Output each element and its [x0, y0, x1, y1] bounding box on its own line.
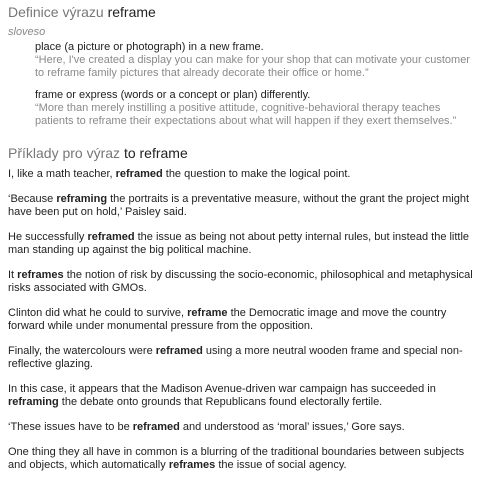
- examples-heading: [8, 145, 188, 161]
- highlighted-term: reframed: [132, 421, 180, 433]
- example-sentence: I, like a math teacher, reframed the question to make the logical point.: [8, 168, 351, 180]
- sense-example: “Here, I've created a display you can make for your shop that can motivate your customer to reframe family pictures that already decorate their office or home.”: [35, 54, 470, 79]
- example-sentence: ‘These issues have to be reframed and understood as ‘moral’ issues,’ Gore says.: [8, 421, 405, 433]
- highlighted-term: reframed: [155, 345, 203, 357]
- example-sentence: Clinton did what he could to survive, reframe the Democratic image and move the country forward while under monumental pressure from the opposition.: [8, 307, 447, 332]
- example-sentence: It reframes the notion of risk by discussing the socio-economic, philosophical and metaphysical risks associated with GMOs.: [8, 269, 473, 294]
- highlighted-term: reframe: [187, 307, 228, 319]
- sense-1: [35, 41, 475, 80]
- highlighted-term: reframes: [17, 269, 64, 281]
- example-sentence: One thing they all have in common is a blurring of the traditional boundaries between subjects and objects, which automatically reframes the issue of social agency.: [8, 446, 465, 471]
- example-sentence: In this case, it appears that the Madison Avenue-driven war campaign has succeeded in reframing the debate onto grounds that Republicans found electorally fertile.: [8, 383, 436, 408]
- example-sentence: He successfully reframed the issue as being not about petty internal rules, but instead the little man standing up against the big political machine.: [8, 231, 470, 256]
- highlighted-term: reframes: [168, 459, 216, 471]
- highlighted-term: reframed: [115, 168, 163, 180]
- examples-list: [8, 168, 482, 484]
- definitions-heading: [8, 4, 156, 20]
- sense-definition: place (a picture or photograph) in a new frame.: [35, 41, 264, 53]
- example-sentence: Finally, the watercolours were reframed using a more neutral wooden frame and special non-reflective glazing.: [8, 345, 463, 370]
- examples-heading-term: to reframe: [123, 145, 188, 161]
- definitions-heading-term: reframe: [107, 4, 156, 20]
- sense-definition: frame or express (words or a concept or plan) differently.: [35, 89, 311, 101]
- sense-example: “More than merely instilling a positive attitude, cognitive-behavioral therapy teaches patients to reframe their expectations about what will happen if they exert themselves.”: [35, 102, 457, 127]
- part-of-speech: sloveso: [8, 26, 46, 38]
- definitions-heading-prefix: Definice výrazu: [8, 4, 104, 20]
- highlighted-term: reframing: [8, 396, 59, 408]
- highlighted-term: reframing: [56, 193, 108, 205]
- example-sentence: ‘Because reframing the portraits is a preventative measure, without the grant the project might have been put on hold,’ Paisley said.: [8, 193, 470, 218]
- sense-2: [35, 89, 475, 128]
- examples-heading-prefix: Příklady pro výraz: [8, 145, 121, 161]
- highlighted-term: reframed: [87, 231, 135, 243]
